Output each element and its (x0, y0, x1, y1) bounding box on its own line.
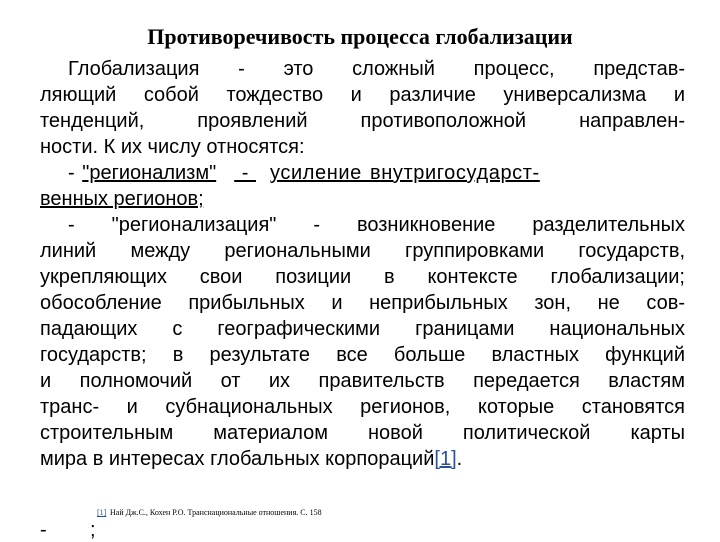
text-line: укрепляющих свои позиции в контексте глобализации; (40, 266, 685, 288)
text-line: обособление прибыльных и неприбыльных зон, не сов- (40, 292, 685, 314)
text-line: ности. К их числу относятся: (40, 136, 305, 158)
term-separator: - (234, 162, 256, 184)
trailing-semicolon: ; (90, 519, 96, 541)
list-dash: - (68, 162, 83, 184)
text-line: линий между региональными группировками государств, (40, 240, 685, 262)
reference-link[interactable]: [1] (434, 448, 457, 470)
text-line: строительным материалом новой политической карты (40, 422, 685, 444)
definition-regionalism-part1: усиление внутригосударст- (269, 162, 540, 184)
footnote-marker[interactable]: [1] (97, 508, 107, 517)
term-regionalism: "регионализм" (82, 162, 217, 184)
trailing-dash: - (40, 519, 47, 541)
text-line: ляющий собой тождество и различие универсализма и (40, 84, 685, 106)
text-line: тенденций, проявлений противоположной направлен- (40, 110, 685, 132)
text-line: Глобализация - это сложный процесс, представ- (68, 58, 685, 80)
text-line (40, 186, 685, 212)
footnote-text: Най Дж.С., Кохен Р.О. Транснациональные отношения. С. 158 (110, 508, 322, 517)
text-line: государств; в результате все больше властных функций (40, 344, 685, 366)
text-line (68, 160, 685, 186)
slide-title: Противоречивость процесса глобализации (147, 24, 573, 49)
text-line: - "регионализация" - возникновение разделительных (68, 214, 685, 236)
text-line: и полномочий от их правительств передается властям (40, 370, 685, 392)
text-line (40, 446, 685, 472)
last-line-text: мира в интересах глобальных корпораций (40, 448, 435, 470)
definition-regionalism-part2: венных регионов; (40, 188, 204, 210)
text-line: падающих с географическими границами национальных (40, 318, 685, 340)
last-line-end: . (456, 448, 463, 470)
text-line: транс- и субнациональных регионов, которые становятся (40, 396, 685, 418)
